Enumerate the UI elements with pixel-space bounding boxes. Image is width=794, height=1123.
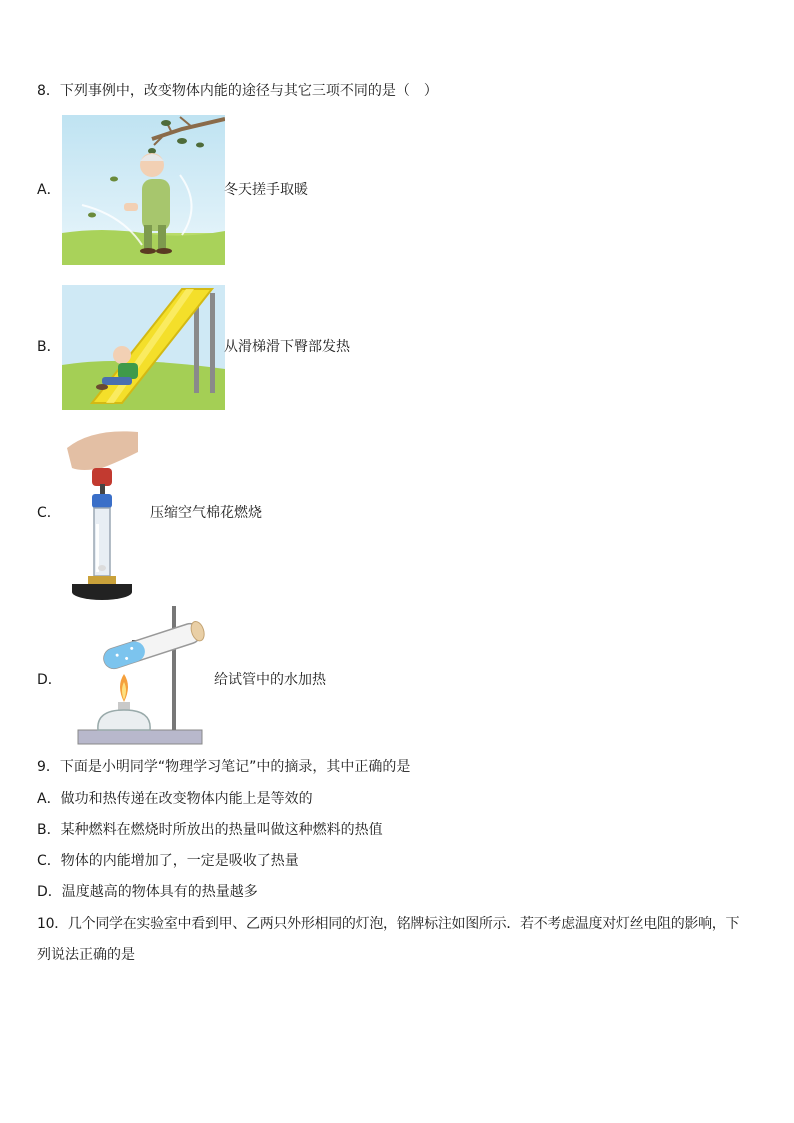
q8-option-c-text: 压缩空气棉花燃烧 [150, 505, 262, 521]
q9-option-a: A．做功和热传递在改变物体内能上是等效的 [37, 791, 313, 807]
q8-option-a-label: A． [37, 182, 61, 198]
q8-option-d-text: 给试管中的水加热 [214, 672, 326, 688]
q8-stem: 8．下列事例中，改变物体内能的途径与其它三项不同的是（ ） [37, 83, 438, 99]
compression-fire-syringe-illustration [62, 428, 152, 603]
test-tube-heating-illustration [72, 606, 212, 748]
q8-option-c-label: C． [37, 505, 61, 521]
q10-stem-line1: 10．几个同学在实验室中看到甲、乙两只外形相同的灯泡，铭牌标注如图所示．若不考虑温度对灯丝电阻的影响，下 [37, 916, 740, 932]
q8-option-b-text: 从滑梯滑下臀部发热 [224, 339, 350, 355]
q9-stem: 9．下面是小明同学“物理学习笔记”中的摘录，其中正确的是 [37, 759, 411, 775]
q9-option-d: D．温度越高的物体具有的热量越多 [37, 884, 258, 900]
q10-stem-line2: 列说法正确的是 [37, 947, 135, 963]
q9-option-c: C．物体的内能增加了，一定是吸收了热量 [37, 853, 299, 869]
q8-option-b-label: B． [37, 339, 61, 355]
q9-option-b: B．某种燃料在燃烧时所放出的热量叫做这种燃料的热值 [37, 822, 383, 838]
slide-illustration [62, 285, 225, 410]
q8-option-a-text: 冬天搓手取暖 [224, 182, 308, 198]
rubbing-hands-illustration [62, 115, 225, 265]
q8-option-d-label: D． [37, 672, 62, 688]
